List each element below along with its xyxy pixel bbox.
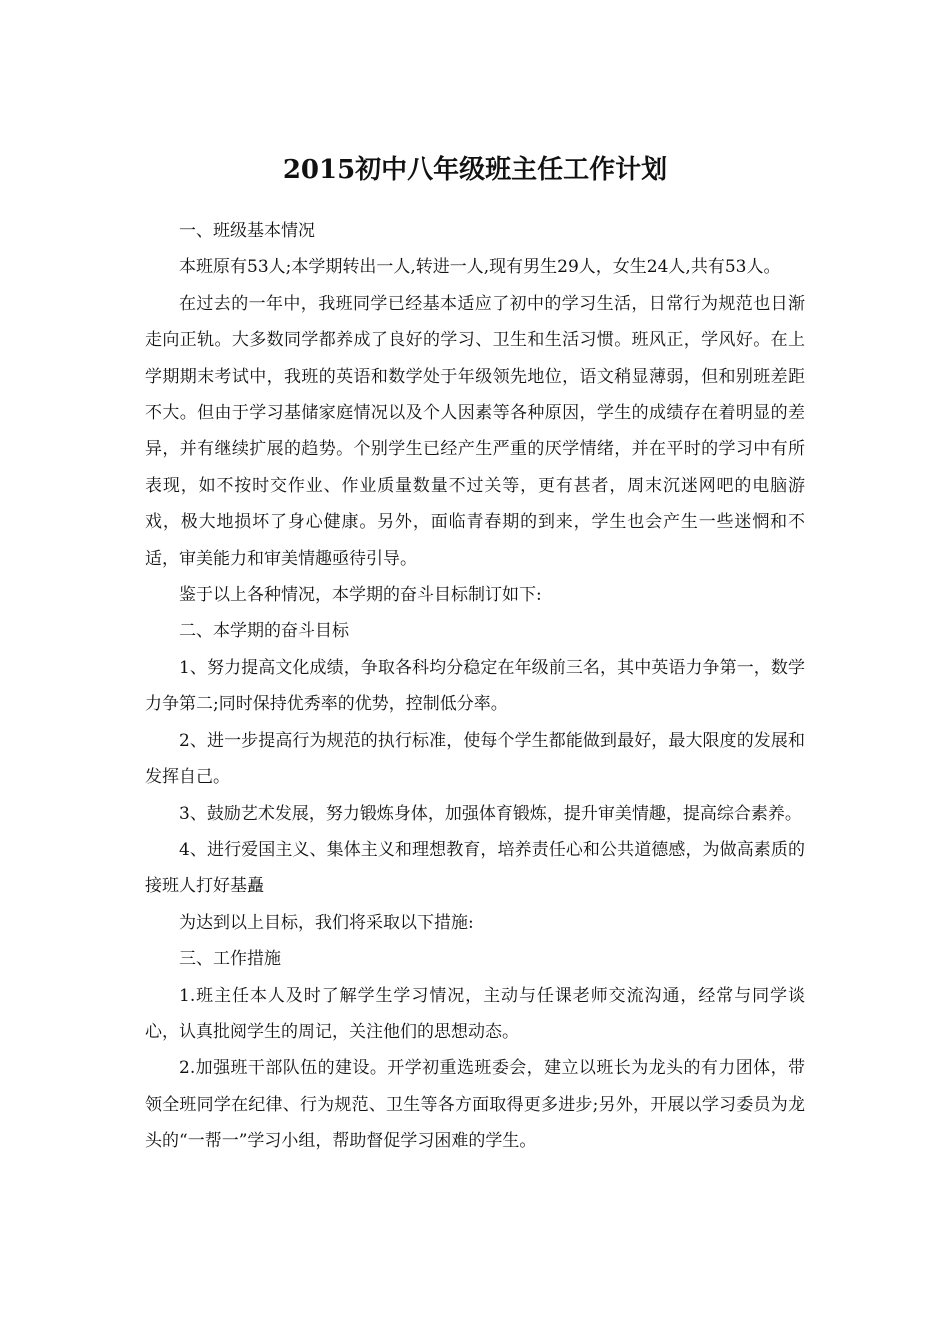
goal-item-1: 1、努力提高文化成绩，争取各科均分稳定在年级前三名，其中英语力争第一，数学力争第二;同时保持优秀率的优势，控制低分率。: [145, 657, 805, 715]
paragraph-measures-intro: 为达到以上目标，我们将采取以下措施:: [179, 912, 474, 933]
section-heading-class-overview: 一、班级基本情况: [179, 221, 315, 241]
measure-item-1: 1.班主任本人及时了解学生学习情况，主动与任课老师交流沟通，经常与同学谈心，认真批阅学生的周记，关注他们的思想动态。: [145, 985, 805, 1042]
section-heading-goals: 二、本学期的奋斗目标: [179, 621, 349, 642]
section-heading-measures: 三、工作措施: [179, 949, 281, 970]
paragraph-class-size: 本班原有53人;本学期转出一人,转进一人,现有男生29人，女生24人,共有53人。: [179, 257, 781, 278]
document-body: [145, 213, 805, 1160]
goal-item-3: 3、鼓励艺术发展，努力锻炼身体，加强体育锻炼，提升审美情趣，提高综合素养。: [179, 803, 802, 824]
measure-item-2: 2.加强班干部队伍的建设。开学初重选班委会，建立以班长为龙头的有力团体，带领全班同学在纪律、行为规范、卫生等各方面取得更多进步;另外，开展以学习委员为龙头的“一帮一”学习小组，帮助督促学习困难的学生。: [145, 1058, 805, 1152]
paragraph-goals-intro: 鉴于以上各种情况，本学期的奋斗目标制订如下:: [179, 585, 542, 606]
goal-item-4: 4、进行爱国主义、集体主义和理想教育，培养责任心和公共道德感，为做高素质的接班人打好基矗: [145, 839, 805, 897]
goal-item-2: 2、进一步提高行为规范的执行标准，使每个学生都能做到最好，最大限度的发展和发挥自己。: [145, 730, 805, 788]
paragraph-class-situation: 在过去的一年中，我班同学已经基本适应了初中的学习生活，日常行为规范也日渐走向正轨。大多数同学都养成了良好的学习、卫生和生活习惯。班风正，学风好。在上学期期末考试中，我班的英语和数学处于年级领先地位，语文稍显薄弱，但和别班差距不大。但由于学习基储家庭情况以及个人因素等各种原因，学生的成绩存在着明显的差异，并有继续扩展的趋势。个别学生已经产生严重的厌学情绪，并在平时的学习中有所表现，如不按时交作业、作业质量数量不过关等，更有甚者，周末沉迷网吧的电脑游戏，极大地损坏了身心健康。另外，面临青春期的到来，学生也会产生一些迷惘和不适，审美能力和审美情趣亟待引导。: [145, 293, 805, 569]
document-title: 2015初中八年级班主任工作计划: [282, 155, 668, 185]
